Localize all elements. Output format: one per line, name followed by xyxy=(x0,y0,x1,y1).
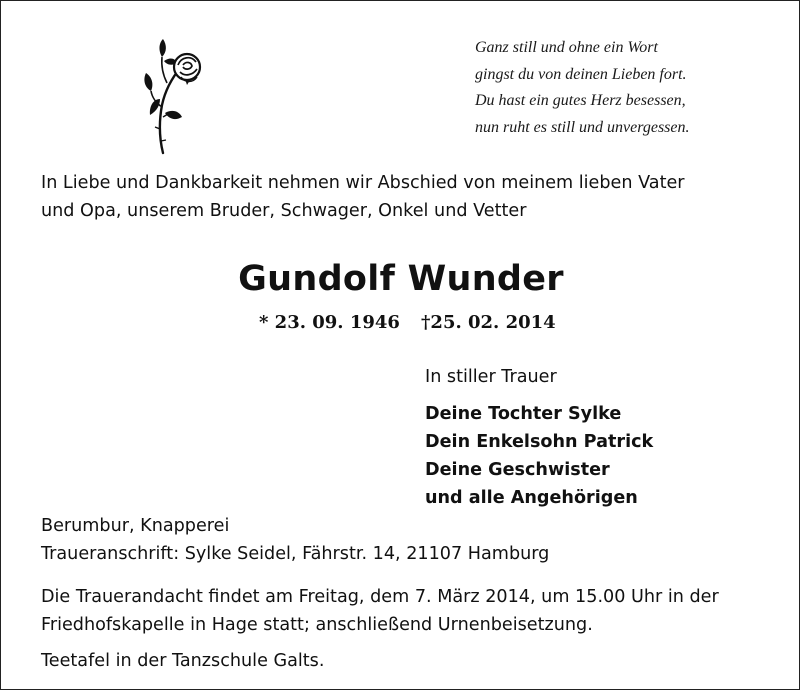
poem-line: gingst du von deinen Lieben fort. xyxy=(475,65,687,83)
tea-info xyxy=(41,647,324,675)
place-line: Berumbur, Knapperei xyxy=(41,516,230,536)
mourner-name: Deine Tochter Sylke xyxy=(425,404,622,424)
intro-line: In Liebe und Dankbarkeit nehmen wir Abschied von meinem lieben Vater xyxy=(41,173,685,193)
mourner-name: und alle Angehörigen xyxy=(425,488,638,508)
mourner-name: Deine Geschwister xyxy=(425,460,610,480)
mourning-address: Traueranschrift: Sylke Seidel, Fährstr. 14, 21107 Hamburg xyxy=(41,544,550,564)
tea-line: Teetafel in der Tanzschule Galts. xyxy=(41,651,325,671)
death-date: †25. 02. 2014 xyxy=(421,312,556,333)
poem-line: nun ruht es still und unvergessen. xyxy=(475,118,690,136)
service-line: Die Trauerandacht findet am Freitag, dem 7. März 2014, um 15.00 Uhr in der xyxy=(41,587,719,607)
deceased-name: Gundolf Wunder xyxy=(238,259,564,299)
rose-icon xyxy=(141,37,205,155)
service-line: Friedhofskapelle in Hage statt; anschließend Urnenbeisetzung. xyxy=(41,615,593,635)
poem-line: Du hast ein gutes Herz besessen, xyxy=(475,92,686,109)
mourners-list xyxy=(425,400,653,512)
birth-date: * 23. 09. 1946 xyxy=(259,312,400,333)
mourners-heading: In stiller Trauer xyxy=(425,367,557,387)
poem-line: Ganz still und ohne ein Wort xyxy=(475,39,658,56)
intro-line: und Opa, unserem Bruder, Schwager, Onkel und Vetter xyxy=(41,201,527,221)
service-info xyxy=(41,583,719,639)
poem xyxy=(475,35,690,141)
place-and-address xyxy=(41,512,549,568)
intro-text xyxy=(41,169,771,225)
mourner-name: Dein Enkelsohn Patrick xyxy=(425,432,654,452)
